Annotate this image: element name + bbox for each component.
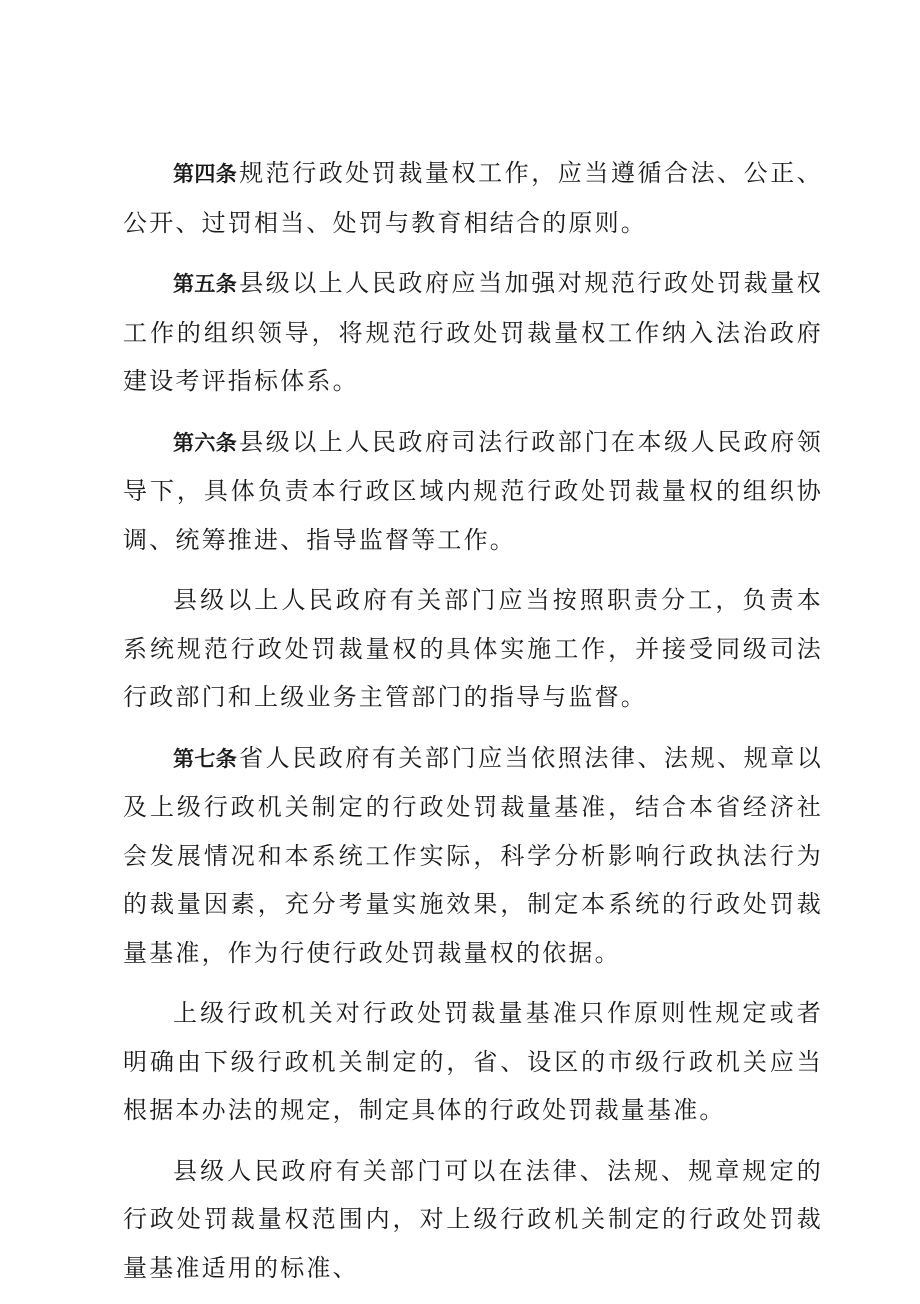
article-number: 第五条 — [173, 272, 238, 296]
paragraph-text: 县级以上人民政府司法行政部门在本级人民政府领导下，具体负责本行政区域内规范行政处罚裁量权的组织协调、统筹推进、指导监督等工作。 — [123, 427, 823, 554]
paragraph-text: 上级行政机关对行政处罚裁量基准只作原则性规定或者明确由下级行政机关制定的，省、设区的市级行政机关应当根据本办法的规定，制定具体的行政处罚裁量基准。 — [123, 999, 823, 1124]
document-body — [123, 149, 823, 1304]
article-number: 第六条 — [173, 430, 238, 455]
paragraph-article-4 — [123, 149, 823, 247]
paragraph-text: 省人民政府有关部门应当依照法律、法规、规章以及上级行政机关制定的行政处罚裁量基准，结合本省经济社会发展情况和本系统工作实际，科学分析影响行政执法行为的裁量因素，充分考量实施效果，制定本系统的行政处罚裁量基准，作为行使行政处罚裁量权的依据。 — [123, 743, 823, 967]
article-number: 第七条 — [173, 746, 238, 771]
paragraph-text: 县级人民政府有关部门可以在法律、法规、规章规定的行政处罚裁量权范围内，对上级行政机关制定的行政处罚裁量基准适用的标准、 — [123, 1156, 823, 1282]
paragraph-article-7-clause-2 — [123, 989, 823, 1135]
paragraph-article-6 — [123, 418, 823, 565]
paragraph-text: 规范行政处罚裁量权工作，应当遵循合法、公正、公开、过罚相当、处罚与教育相结合的原则。 — [123, 159, 823, 237]
paragraph-article-5 — [123, 259, 823, 406]
paragraph-article-7 — [123, 734, 823, 978]
article-number: 第四条 — [173, 162, 238, 186]
paragraph-article-7-clause-3 — [123, 1147, 823, 1293]
paragraph-article-6-clause-2 — [123, 576, 823, 722]
paragraph-text: 县级以上人民政府应当加强对规范行政处罚裁量权工作的组织领导，将规范行政处罚裁量权工作纳入法治政府建设考评指标体系。 — [123, 269, 823, 395]
paragraph-text: 县级以上人民政府有关部门应当按照职责分工，负责本系统规范行政处罚裁量权的具体实施工作，并接受同级司法行政部门和上级业务主管部门的指导与监督。 — [123, 586, 823, 711]
